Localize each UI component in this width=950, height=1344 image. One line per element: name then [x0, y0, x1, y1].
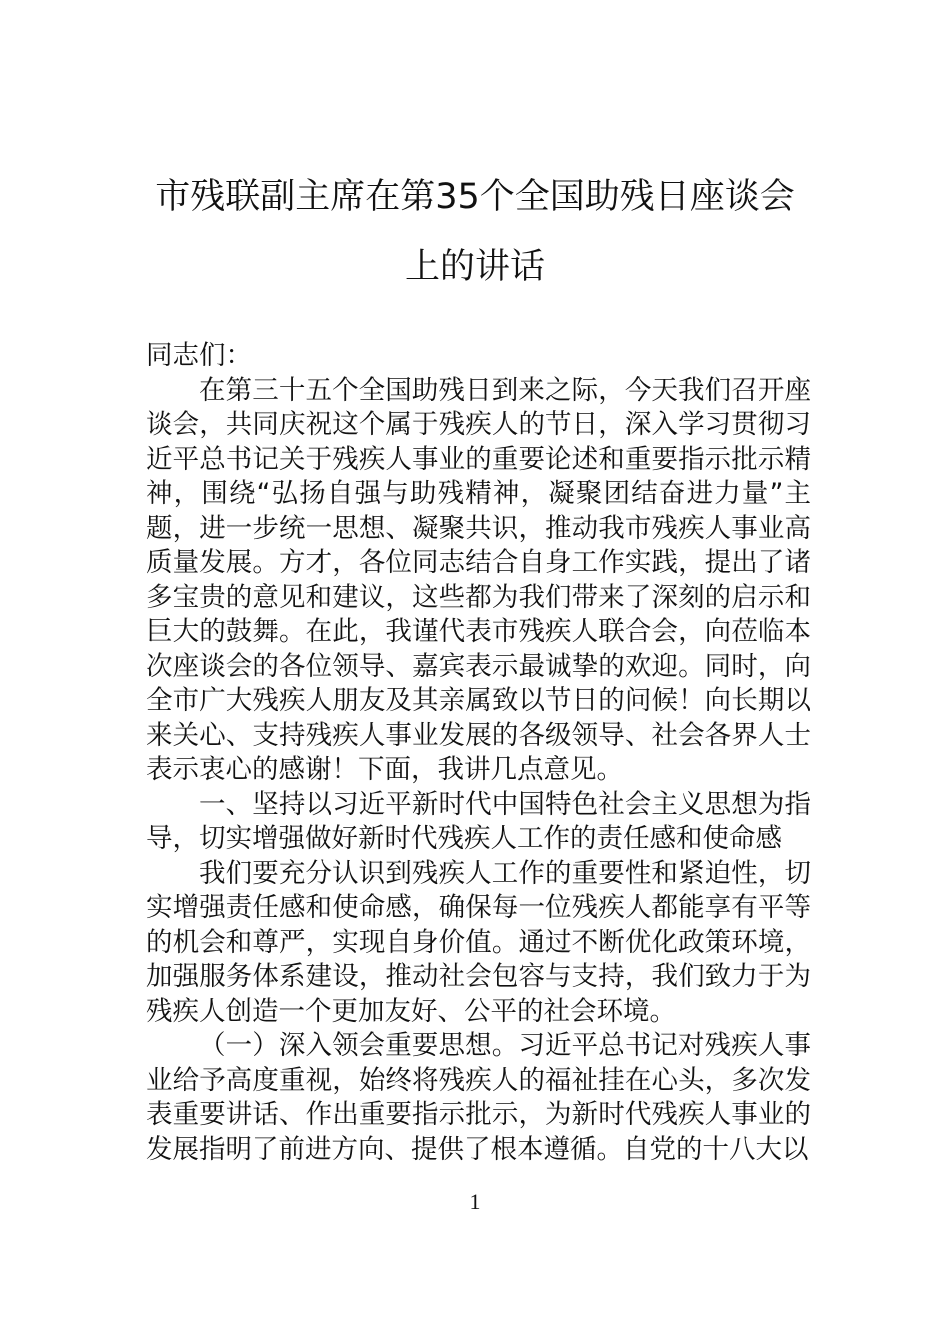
section-heading-1: 一、坚持以习近平新时代中国特色社会主义思想为指导，切实增强做好新时代残疾人工作的责任感和使命感 — [146, 788, 811, 854]
page-number: 1 — [469, 1189, 481, 1214]
document-title-line-1: 市残联副主席在第35个全国助残日座谈会 — [155, 177, 795, 217]
paragraph-section-1-intro: 我们要充分认识到残疾人工作的重要性和紧迫性，切实增强责任感和使命感，确保每一位残疾人都能享有平等的机会和尊严，实现自身价值。通过不断优化政策环境，加强服务体系建设，推动社会包容与支持，我们致力于为残疾人创造一个更加友好、公平的社会环境。 — [146, 857, 811, 1027]
salutation: 同志们： — [146, 340, 252, 371]
paragraph-subsection-1: （一）深入领会重要思想。习近平总书记对残疾人事业给予高度重视，始终将残疾人的福祉挂在心头，多次发表重要讲话、作出重要指示批示，为新时代残疾人事业的发展指明了前进方向、提供了根本遵循。自党的十八大以 — [146, 1030, 811, 1165]
document-title-line-2: 上的讲话 — [404, 247, 545, 287]
document-body — [146, 339, 811, 1167]
paragraph-opening: 在第三十五个全国助残日到来之际，今天我们召开座谈会，共同庆祝这个属于残疾人的节日，深入学习贯彻习近平总书记关于残疾人事业的重要论述和重要指示批示精神，围绕“弘扬自强与助残精神，凝聚团结奋进力量”主题，进一步统一思想、凝聚共识，推动我市残疾人事业高质量发展。方才，各位同志结合自身工作实践，提出了诸多宝贵的意见和建议，这些都为我们带来了深刻的启示和巨大的鼓舞。在此，我谨代表市残疾人联合会，向莅临本次座谈会的各位领导、嘉宾表示最诚挚的欢迎。同时，向全市广大残疾人朋友及其亲属致以节日的问候！向长期以来关心、支持残疾人事业发展的各级领导、社会各界人士表示衷心的感谢！下面，我讲几点意见。 — [146, 374, 811, 785]
